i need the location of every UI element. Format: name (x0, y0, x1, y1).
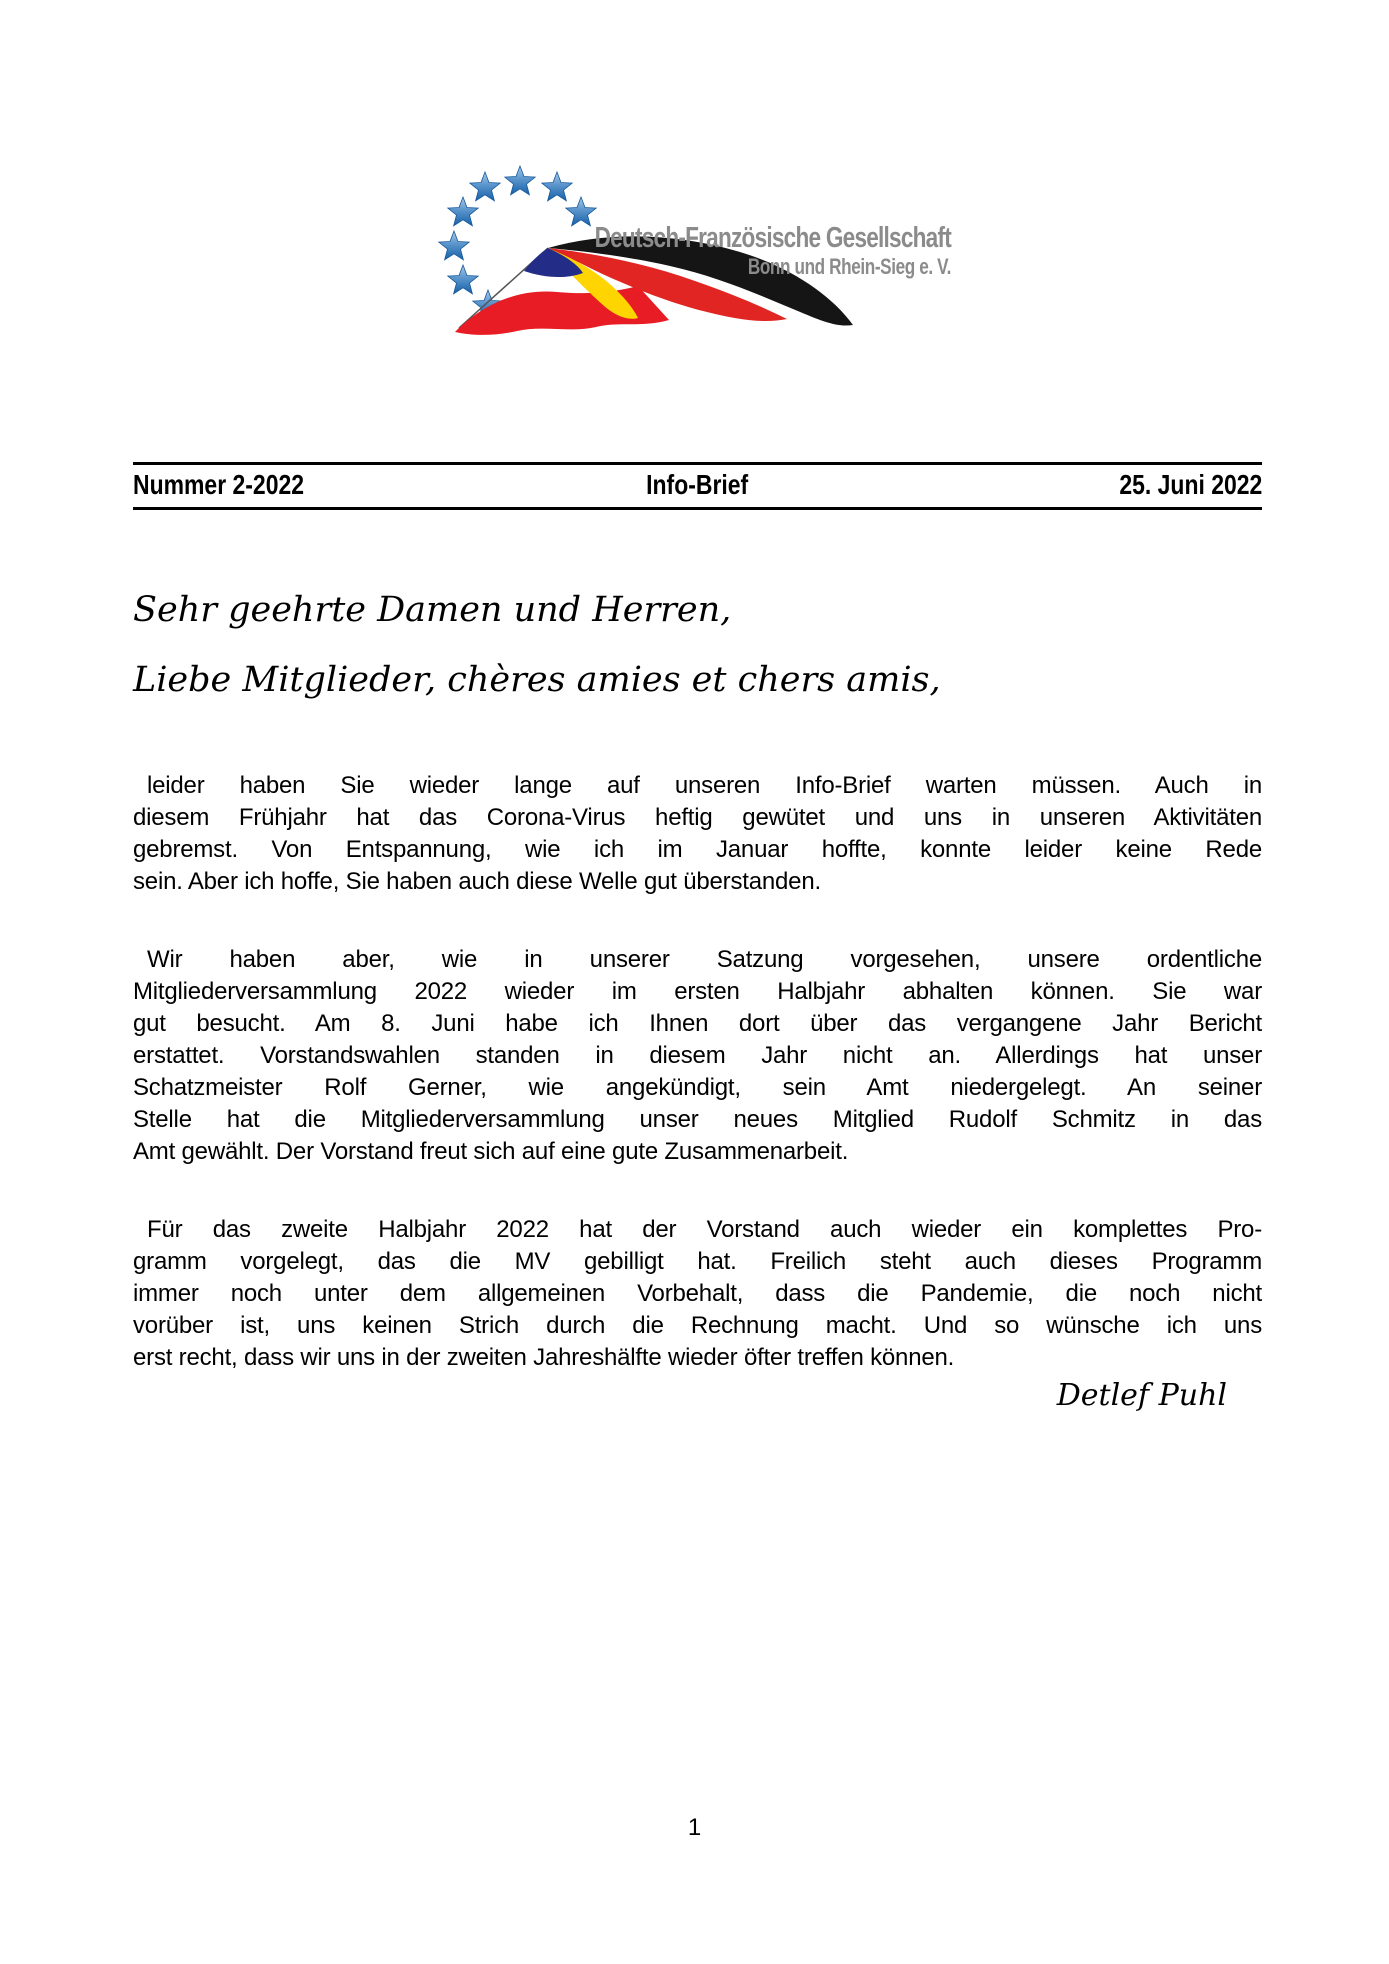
body-paragraph-2 (133, 944, 1262, 1168)
salutation-line-1: Sehr geehrte Damen und Herren, (133, 590, 732, 630)
salutation-line-2: Liebe Mitglieder, chères amies et chers amis, (133, 660, 941, 700)
logo-wordmark (435, 223, 951, 279)
body-paragraph-1 (133, 770, 1262, 898)
eu-star-icon (470, 172, 500, 201)
text-line: leider haben Sie wieder lange auf unseren Info-Brief warten müssen. Auch in (147, 772, 1262, 799)
page-number: 1 (687, 1814, 702, 1841)
text-line: Wir haben aber, wie in unserer Satzung vorgesehen, unsere ordentliche (147, 946, 1262, 973)
eu-star-icon (448, 197, 478, 226)
text-line: gut besucht. Am 8. Juni habe ich Ihnen dort über das vergangene Jahr Bericht (133, 1010, 1262, 1037)
text-line: Schatzmeister Rolf Gerner, wie angekündigt, sein Amt niedergelegt. An seiner (133, 1074, 1262, 1101)
text-line: Für das zweite Halbjahr 2022 hat der Vorstand auch wieder ein komplettes Pro- (147, 1216, 1262, 1243)
text-line: gramm vorgelegt, das die MV gebilligt hat. Freilich steht auch dieses Programm (133, 1248, 1262, 1275)
org-subtitle: Bonn und Rhein-Sieg e. V. (747, 254, 951, 280)
text-line: Stelle hat die Mitgliederversammlung unser neues Mitglied Rudolf Schmitz in das (133, 1106, 1262, 1133)
issue-date: 25. Juni 2022 (1119, 469, 1262, 500)
issue-number: Nummer 2-2022 (133, 469, 305, 500)
letter-body (133, 770, 1262, 1420)
text-line: vorüber ist, uns keinen Strich durch die Rechnung macht. Und so wünsche ich uns (133, 1312, 1262, 1339)
body-paragraph-3 (133, 1214, 1262, 1374)
header-bar (133, 462, 1262, 510)
eu-star-icon (505, 166, 535, 195)
text-line: sein. Aber ich hoffe, Sie haben auch diese Welle gut überstanden. (133, 868, 821, 895)
text-line: gebremst. Von Entspannung, wie ich im Januar hoffte, konnte leider keine Rede (133, 836, 1262, 863)
signature: Detlef Puhl (1056, 1378, 1227, 1413)
eu-star-icon (566, 197, 596, 226)
text-line: erstattet. Vorstandswahlen standen in diesem Jahr nicht an. Allerdings hat unser (133, 1042, 1262, 1069)
org-name: Deutsch-Französische Gesellschaft (594, 222, 951, 254)
text-line: Amt gewählt. Der Vorstand freut sich auf eine gute Zusammenarbeit. (133, 1138, 849, 1165)
newsletter-title: Info-Brief (646, 469, 749, 500)
eu-star-icon (542, 172, 572, 201)
text-line: immer noch unter dem allgemeinen Vorbehalt, dass die Pandemie, die noch nicht (133, 1280, 1262, 1307)
text-line: diesem Frühjahr hat das Corona-Virus heftig gewütet und uns in unseren Aktivitäten (133, 804, 1262, 831)
text-line: erst recht, dass wir uns in der zweiten Jahreshälfte wieder öfter treffen können. (133, 1344, 955, 1371)
text-line: Mitgliederversammlung 2022 wieder im ersten Halbjahr abhalten können. Sie war (133, 978, 1262, 1005)
salutation (133, 588, 941, 702)
